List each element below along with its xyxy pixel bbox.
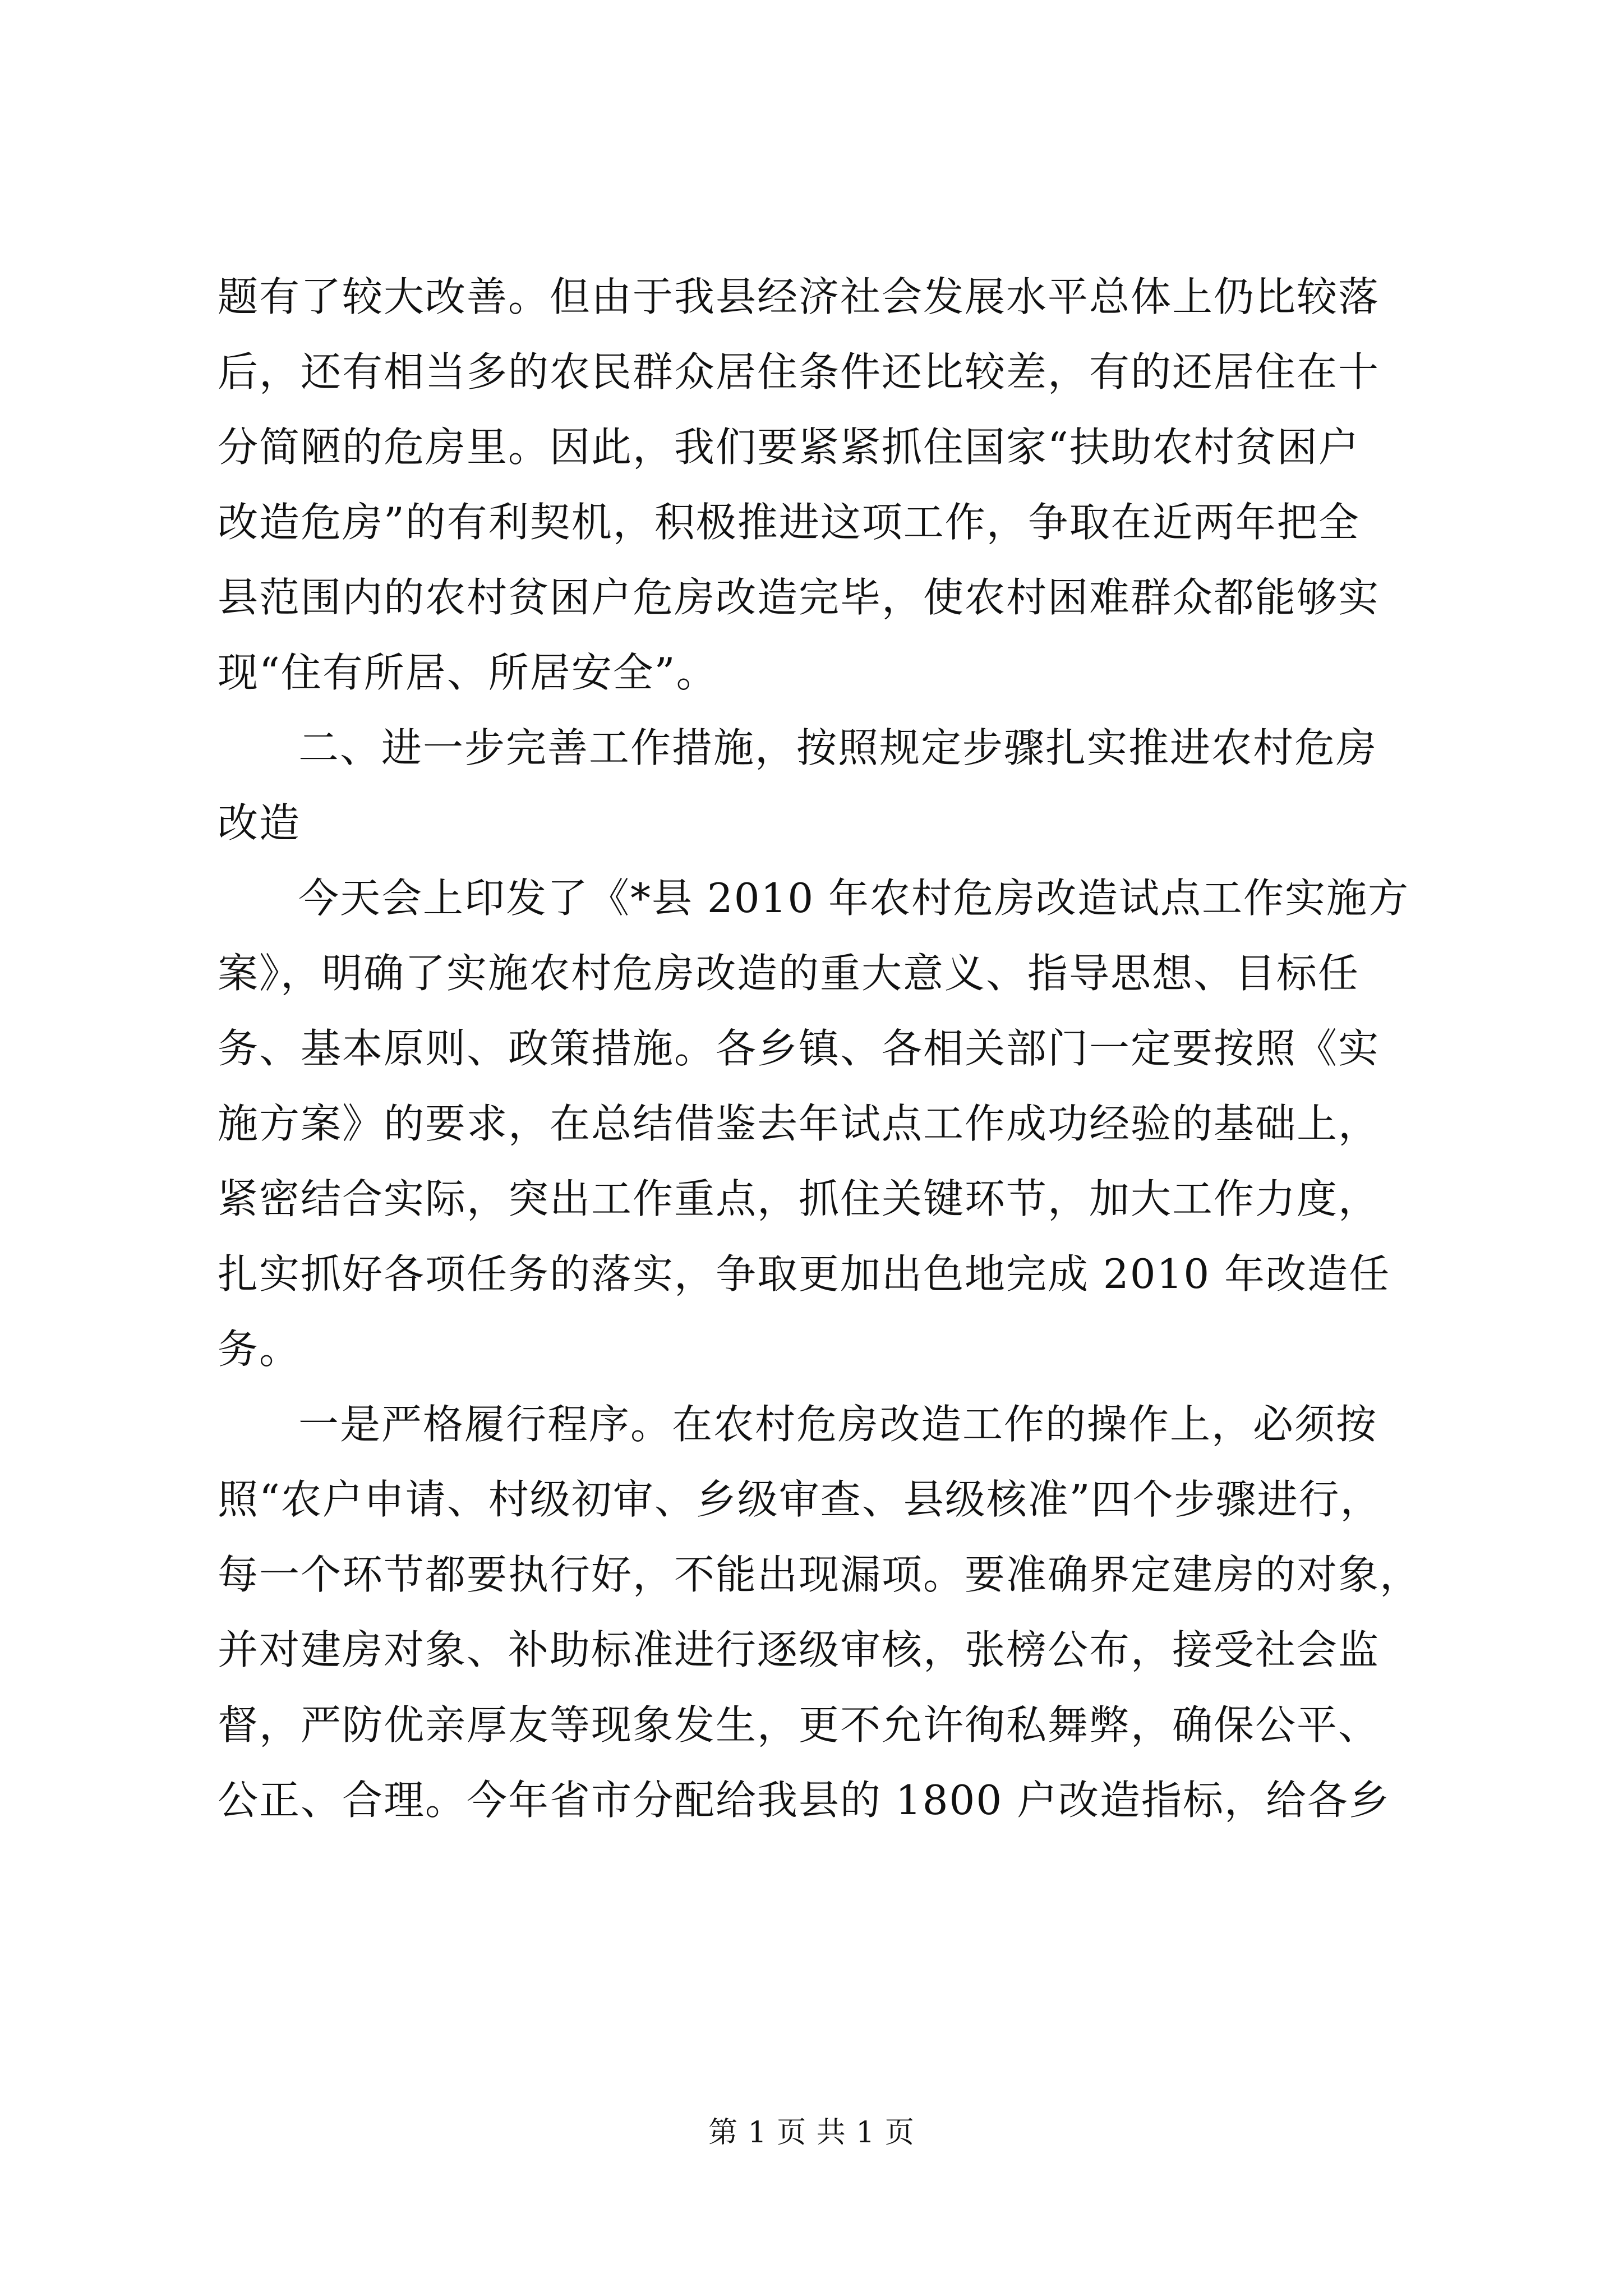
text-line: 务。	[218, 1326, 301, 1373]
text-line: 县范围内的农村贫困户危房改造完毕，使农村困难群众都能够实	[218, 574, 1380, 621]
text-line: 务、基本原则、政策措施。各乡镇、各相关部门一定要按照《实	[218, 1025, 1380, 1072]
text-line: 题有了较大改善。但由于我县经济社会发展水平总体上仍比较落	[218, 273, 1380, 320]
text-line: 每一个环节都要执行好，不能出现漏项。要准确界定建房的对象，	[218, 1551, 1422, 1598]
text-line: 今天会上印发了《*县 2010 年农村危房改造试点工作实施方	[298, 875, 1410, 922]
page-footer	[0, 2116, 1623, 2150]
text-line: 现“住有所居、所居安全”。	[218, 649, 718, 696]
text-line: 改造危房”的有利契机，积极推进这项工作，争取在近两年把全	[218, 499, 1360, 546]
text-line: 照“农户申请、村级初审、乡级审查、县级核准”四个步骤进行，	[218, 1476, 1382, 1523]
document-body	[218, 259, 1429, 1838]
page-number: 第 1 页 共 1 页	[708, 2116, 915, 2150]
text-line: 施方案》的要求，在总结借鉴去年试点工作成功经验的基础上，	[218, 1100, 1380, 1147]
text-line: 公正、合理。今年省市分配给我县的 1800 户改造指标，给各乡	[218, 1777, 1391, 1824]
section-heading-line: 改造	[218, 799, 301, 846]
section-heading-line: 二、进一步完善工作措施，按照规定步骤扎实推进农村危房	[298, 724, 1378, 771]
text-line: 扎实抓好各项任务的落实，争取更加出色地完成 2010 年改造任	[218, 1250, 1391, 1297]
text-line: 紧密结合实际，突出工作重点，抓住关键环节，加大工作力度，	[218, 1175, 1380, 1222]
text-line: 后，还有相当多的农民群众居住条件还比较差，有的还居住在十	[218, 348, 1380, 395]
text-line: 一是严格履行程序。在农村危房改造工作的操作上，必须按	[298, 1401, 1378, 1448]
text-line: 分简陋的危房里。因此，我们要紧紧抓住国家“扶助农村贫困户	[218, 424, 1360, 471]
text-line: 督，严防优亲厚友等现象发生，更不允许徇私舞弊，确保公平、	[218, 1701, 1380, 1749]
text-line: 并对建房对象、补助标准进行逐级审核，张榜公布，接受社会监	[218, 1626, 1380, 1673]
text-line: 案》，明确了实施农村危房改造的重大意义、指导思想、目标任	[218, 950, 1360, 997]
